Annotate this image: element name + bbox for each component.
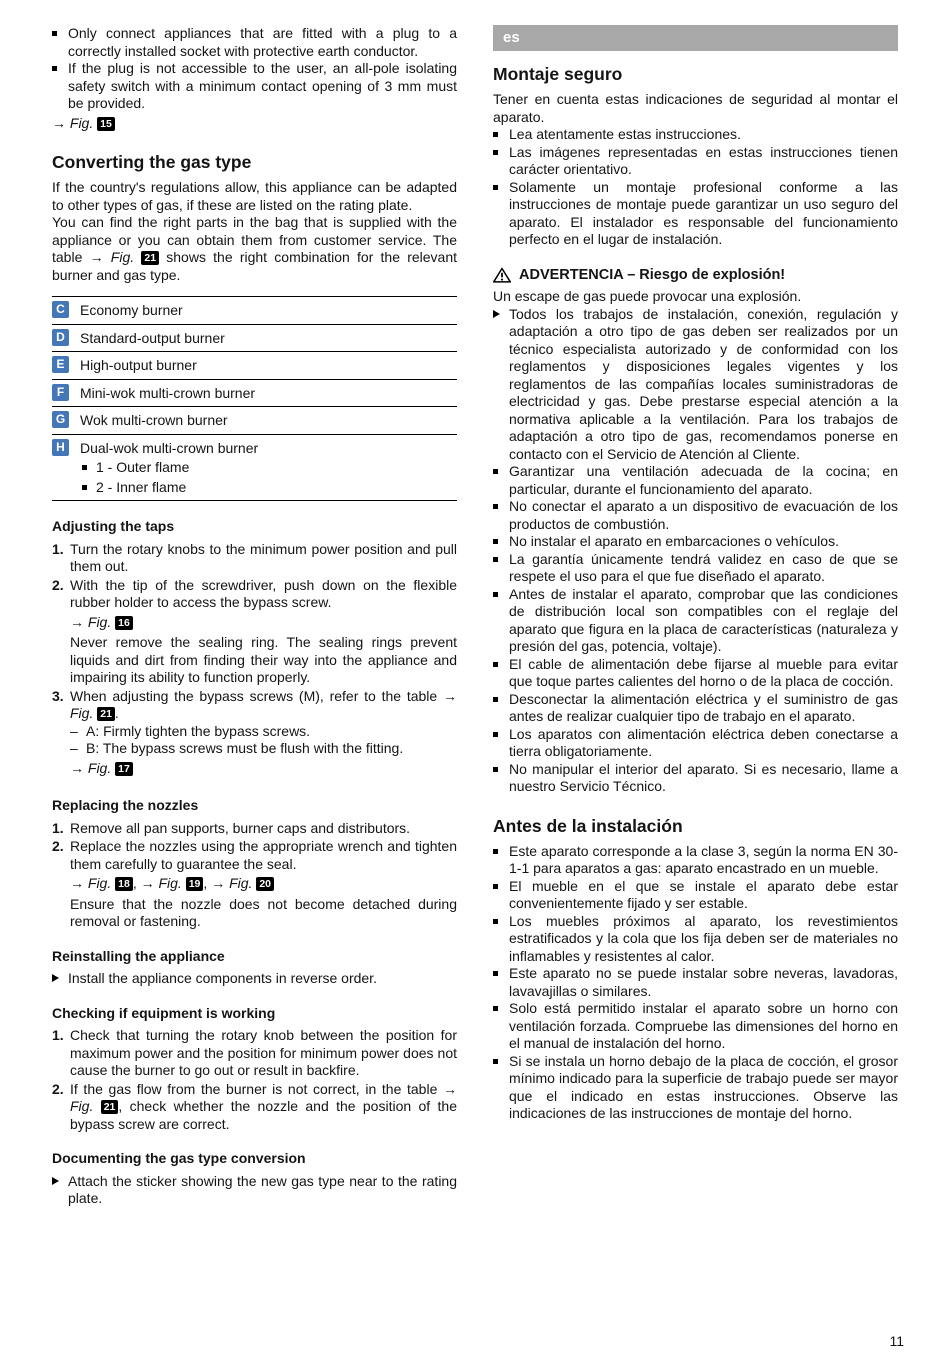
text-segment: You can find the right parts in the bag that is supplied with the appliance or you can obtain them from customer service. The table bbox=[52, 214, 457, 265]
action-text: Install the appliance components in reverse order. bbox=[68, 970, 377, 986]
dash-item bbox=[70, 723, 457, 741]
dash-text: A: Firmly tighten the bypass screws. bbox=[86, 722, 311, 739]
square-bullet-icon bbox=[493, 761, 509, 796]
square-bullet-icon bbox=[493, 586, 509, 656]
square-bullet-icon bbox=[82, 479, 96, 497]
fig-label: → Fig. bbox=[140, 875, 182, 891]
step-text: With the tip of the screwdriver, push down on the flexible rubber holder to access the bypass screw. bbox=[70, 576, 457, 610]
text-segment: If the gas flow from the burner is not correct, in the table bbox=[70, 1080, 438, 1097]
left-column bbox=[52, 25, 457, 1208]
fig-number-badge: 21 bbox=[101, 1100, 119, 1114]
bullet-text: Solo está permitido instalar el aparato sobre un horno con ventilación forzada. Compruebe las dimensiones del horno en el manual de instalación del horno. bbox=[509, 1000, 898, 1051]
list-item bbox=[493, 179, 898, 249]
dash-text: B: The bypass screws must be flush with the fitting. bbox=[86, 740, 404, 756]
fig-label: → Fig. bbox=[89, 249, 135, 265]
bullet-text: Los muebles próximos al aparato, los revestimientos estratificados y la cola que los fija deben ser de materiales no inflamables y resistentes al calor. bbox=[509, 912, 898, 964]
square-bullet-icon bbox=[52, 25, 68, 60]
bullet-text: Lea atentamente estas instrucciones. bbox=[509, 126, 741, 142]
warning-title: ADVERTENCIA – Riesgo de explosión! bbox=[519, 266, 786, 283]
table-row bbox=[52, 379, 457, 407]
burner-key-badge: D bbox=[52, 329, 69, 346]
list-item bbox=[493, 656, 898, 691]
fig-number-badge: 20 bbox=[256, 877, 274, 891]
step-text bbox=[70, 1081, 457, 1134]
burner-key-badge: F bbox=[52, 384, 69, 401]
triangle-bullet-icon bbox=[493, 306, 509, 464]
bullet-text: No manipular el interior del aparato. Si es necesario, llame a nuestro Servicio Técnico. bbox=[509, 760, 898, 794]
bullet-text: Antes de instalar el aparato, comprobar que las condiciones de distribución local son compatibles con el reglaje del aparato que figura en la placa de características (naturaleza y presión del gas, potencia, voltaje). bbox=[509, 585, 898, 654]
text-segment: When adjusting the bypass screws (M), refer to the table bbox=[70, 687, 438, 704]
bullet-text: Los aparatos con alimentación eléctrica deben conectarse a tierra obligatoriamente. bbox=[509, 725, 898, 759]
burner-label: Dual-wok multi-crown burner bbox=[80, 439, 259, 456]
figure-reference bbox=[70, 875, 457, 893]
square-bullet-icon bbox=[493, 913, 509, 966]
numbered-step bbox=[52, 1081, 457, 1134]
bullet-text: El mueble en el que se instale el aparato debe estar convenientemente fijado y ser estable. bbox=[509, 877, 898, 911]
square-bullet-icon bbox=[493, 878, 509, 913]
burner-label: Mini-wok multi-crown burner bbox=[80, 384, 256, 401]
numbered-step bbox=[52, 688, 457, 781]
numbered-step bbox=[52, 838, 457, 931]
action-item bbox=[52, 970, 457, 988]
table-row bbox=[52, 406, 457, 434]
figure-reference bbox=[70, 614, 457, 632]
fig-label: → Fig. bbox=[70, 613, 112, 630]
paragraph: Tener en cuenta estas indicaciones de seguridad al montar el aparato. bbox=[493, 91, 898, 125]
fig-label: → Fig. bbox=[70, 1080, 458, 1114]
step-text bbox=[70, 688, 457, 723]
square-bullet-icon bbox=[493, 726, 509, 761]
square-bullet-icon bbox=[493, 1053, 509, 1123]
square-bullet-icon bbox=[493, 144, 509, 179]
paragraph: If the country's regulations allow, this appliance can be adapted to other types of gas, if these are listed on the rating plate. bbox=[52, 179, 457, 213]
list-item bbox=[52, 60, 457, 113]
bullet-text: El cable de alimentación debe fijarse al mueble para evitar que toque partes calientes del horno o de la placa de cocción. bbox=[509, 655, 898, 689]
burner-label: Economy burner bbox=[80, 302, 183, 318]
step-number: 2. bbox=[52, 1080, 64, 1097]
step-body bbox=[70, 688, 457, 781]
list-item bbox=[493, 126, 898, 144]
square-bullet-icon bbox=[493, 463, 509, 498]
bullet-text: Las imágenes representadas en estas instrucciones tienen carácter orientativo. bbox=[509, 143, 898, 177]
numbered-step bbox=[52, 541, 457, 576]
square-bullet-icon bbox=[493, 691, 509, 726]
square-bullet-icon bbox=[493, 551, 509, 586]
list-item bbox=[493, 144, 898, 179]
section-heading: Converting the gas type bbox=[52, 152, 252, 172]
bullet-text: Only connect appliances that are fitted with a plug to a correctly installed socket with protective earth conductor. bbox=[68, 25, 457, 59]
bullet-text: Desconectar la alimentación eléctrica y el suministro de gas antes de realizar cualquier tipo de trabajo en el aparato. bbox=[509, 690, 898, 724]
step-body bbox=[70, 838, 457, 931]
list-item bbox=[493, 586, 898, 656]
list-item bbox=[493, 843, 898, 878]
step-note: Ensure that the nozzle does not become detached during removal or fastening. bbox=[70, 895, 457, 929]
step-text: Turn the rotary knobs to the minimum power position and pull them out. bbox=[70, 540, 457, 574]
bullet-text: La garantía únicamente tendrá validez en caso de que se respete el uso para el que fue diseñado el aparato. bbox=[509, 550, 898, 584]
step-number: 2. bbox=[52, 576, 64, 593]
burner-label: Standard-output burner bbox=[80, 329, 225, 346]
dash-marker: – bbox=[70, 740, 78, 756]
square-bullet-icon bbox=[82, 459, 96, 477]
burner-key-badge: C bbox=[52, 301, 69, 318]
square-bullet-icon bbox=[493, 843, 509, 878]
paragraph bbox=[52, 214, 457, 284]
list-item bbox=[82, 479, 457, 497]
warning-heading bbox=[493, 267, 898, 285]
bullet-text: 1 - Outer flame bbox=[96, 459, 190, 475]
paragraph: Un escape de gas puede provocar una explosión. bbox=[493, 288, 802, 304]
section-heading: Antes de la instalación bbox=[493, 815, 683, 836]
list-item bbox=[493, 463, 898, 498]
fig-number-badge: 17 bbox=[115, 762, 133, 776]
list-item bbox=[493, 691, 898, 726]
right-column bbox=[493, 25, 898, 1208]
bullet-text: Solamente un montaje profesional conforme a las instrucciones de montaje puede garantizar un uso seguro del aparato. El instalador es responsable del funcionamiento perfecto en el lugar de instalación. bbox=[509, 178, 898, 247]
list-item bbox=[82, 459, 457, 477]
subsection-heading: Adjusting the taps bbox=[52, 518, 175, 534]
triangle-bullet-icon bbox=[52, 970, 68, 988]
bullet-text: Si se instala un horno debajo de la placa de cocción, el grosor mínimo indicado para la superficie de trabajo puede ser mayor que el indicado en estas instrucciones. Observe las indicaciones de las instrucciones de montaje del horno. bbox=[509, 1052, 898, 1121]
fig-number-badge: 15 bbox=[97, 117, 115, 131]
section-heading: Montaje seguro bbox=[493, 64, 623, 84]
table-row bbox=[52, 296, 457, 324]
action-text: Attach the sticker showing the new gas type near to the rating plate. bbox=[68, 1172, 457, 1206]
fig-number-badge: 18 bbox=[115, 877, 133, 891]
burner-key-badge: E bbox=[52, 356, 69, 373]
burner-key-badge: H bbox=[52, 439, 69, 456]
list-item bbox=[493, 878, 898, 913]
list-item bbox=[52, 25, 457, 60]
bullet-text: Este aparato no se puede instalar sobre neveras, lavadoras, lavavajillas o similares. bbox=[509, 965, 898, 999]
subsection-heading: Replacing the nozzles bbox=[52, 797, 199, 813]
page-number: 11 bbox=[889, 1332, 904, 1349]
bullet-text: Garantizar una ventilación adecuada de la cocina; en particular, durante el funcionamiento del aparato. bbox=[509, 463, 898, 497]
subsection-heading: Reinstalling the appliance bbox=[52, 947, 225, 964]
language-banner: es bbox=[493, 25, 898, 51]
fig-label: → Fig. bbox=[211, 875, 253, 891]
bullet-text: Este aparato corresponde a la clase 3, según la norma EN 30-1-1 para aparatos a gas: aparato encastrado en un mueble. bbox=[509, 842, 898, 876]
square-bullet-icon bbox=[493, 1000, 509, 1053]
table-row bbox=[52, 434, 457, 501]
fig-label: → Fig. bbox=[70, 875, 112, 891]
burner-label: Wok multi-crown burner bbox=[80, 412, 228, 428]
list-item bbox=[493, 913, 898, 966]
step-number: 1. bbox=[52, 1027, 64, 1043]
burner-key-badge: G bbox=[52, 411, 69, 428]
square-bullet-icon bbox=[493, 965, 509, 1000]
table-row bbox=[52, 351, 457, 379]
burner-table bbox=[52, 296, 457, 501]
square-bullet-icon bbox=[52, 60, 68, 113]
numbered-step bbox=[52, 820, 457, 838]
figure-reference bbox=[70, 760, 457, 778]
subsection-heading: Documenting the gas type conversion bbox=[52, 1150, 306, 1166]
text-segment: , bbox=[203, 875, 208, 891]
square-bullet-icon bbox=[493, 656, 509, 691]
burner-label-group bbox=[80, 439, 457, 497]
list-item bbox=[493, 965, 898, 1000]
fig-label: → Fig. bbox=[52, 114, 94, 131]
fig-number-badge: 16 bbox=[115, 616, 133, 630]
burner-label: High-output burner bbox=[80, 357, 197, 373]
step-number: 2. bbox=[52, 838, 64, 854]
step-text: Check that turning the rotary knob between the position for maximum power and the position for minimum power does not cause the burner to go out or result in backfire. bbox=[70, 1027, 457, 1078]
text-segment: , check whether the nozzle and the position of the bypass screw are correct. bbox=[70, 1098, 458, 1132]
dash-marker: – bbox=[70, 722, 78, 739]
step-number: 1. bbox=[52, 819, 64, 836]
fig-number-badge: 21 bbox=[141, 251, 159, 265]
action-text: Todos los trabajos de instalación, conexión, regulación y adaptación a otro tipo de gas deben ser realizados por un técnico especialista autorizado y de conformidad con los reglamentos y disposiciones legales vigentes y los reglamentos de las compañías locales suministradoras de electricidad y gas. Debe prestarse especial atención a la normativa aplicable a la ventilación. Para los trabajos de adaptación a otro tipo de gas, recomendamos ponerse en contacto con el Servicio de Atención al Cliente. bbox=[509, 305, 898, 462]
figure-reference bbox=[52, 115, 457, 133]
bullet-text: No instalar el aparato en embarcaciones o vehículos. bbox=[509, 533, 839, 549]
list-item bbox=[493, 551, 898, 586]
fig-number-badge: 19 bbox=[186, 877, 204, 891]
list-item bbox=[493, 726, 898, 761]
step-body bbox=[70, 577, 457, 687]
dash-item bbox=[70, 740, 457, 758]
square-bullet-icon bbox=[493, 533, 509, 551]
warning-icon bbox=[493, 267, 511, 283]
bullet-text: No conectar el aparato a un dispositivo de evacuación de los productos de combustión. bbox=[509, 498, 898, 532]
fig-label: → Fig. bbox=[70, 759, 112, 776]
action-item bbox=[493, 306, 898, 464]
bullet-text: If the plug is not accessible to the user, an all-pole isolating safety switch with a minimum contact opening of 3 mm must be provided. bbox=[68, 60, 457, 111]
square-bullet-icon bbox=[493, 126, 509, 144]
table-row bbox=[52, 324, 457, 352]
square-bullet-icon bbox=[493, 498, 509, 533]
text-segment: . bbox=[114, 705, 119, 721]
text-segment: shows the right combination for the relevant burner and gas type. bbox=[52, 249, 458, 283]
fig-number-badge: 21 bbox=[97, 707, 115, 721]
fig-label: → Fig. bbox=[70, 687, 457, 721]
step-number: 1. bbox=[52, 540, 64, 557]
list-item bbox=[493, 1000, 898, 1053]
triangle-bullet-icon bbox=[52, 1173, 68, 1208]
action-item bbox=[52, 1173, 457, 1208]
list-item bbox=[493, 761, 898, 796]
step-number: 3. bbox=[52, 687, 64, 704]
list-item bbox=[493, 1053, 898, 1123]
list-item bbox=[493, 533, 898, 551]
bullet-text: 2 - Inner flame bbox=[96, 478, 187, 495]
numbered-step bbox=[52, 577, 457, 687]
step-note: Never remove the sealing ring. The sealing rings prevent liquids and dirt from finding their way into the appliance and impairing its ability to function properly. bbox=[70, 634, 457, 685]
step-text: Replace the nozzles using the appropriate wrench and tighten them carefully to guarantee the seal. bbox=[70, 838, 457, 872]
numbered-step bbox=[52, 1027, 457, 1080]
square-bullet-icon bbox=[493, 179, 509, 249]
list-item bbox=[493, 498, 898, 533]
step-text: Remove all pan supports, burner caps and distributors. bbox=[70, 819, 411, 836]
subsection-heading: Checking if equipment is working bbox=[52, 1004, 276, 1021]
text-segment: , bbox=[132, 875, 137, 891]
